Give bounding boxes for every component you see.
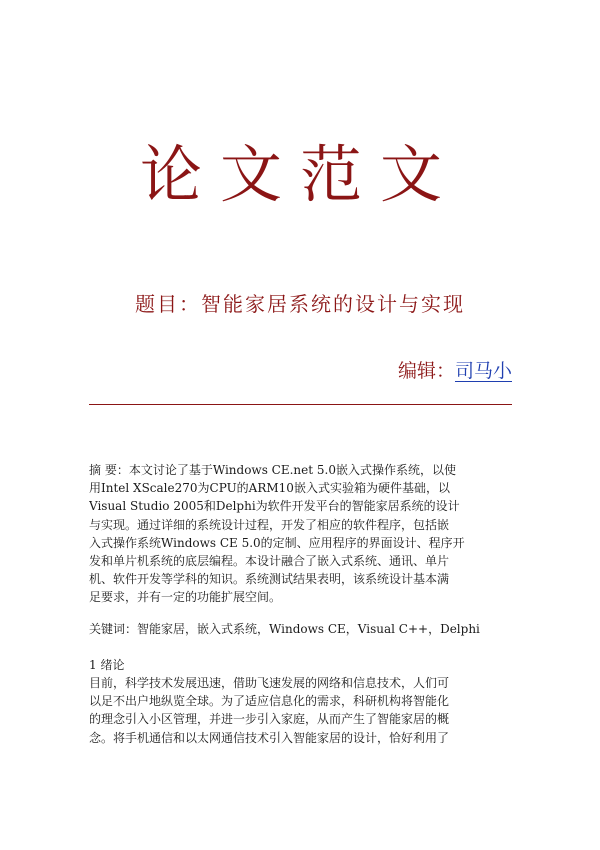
abstract-label: 摘 要： — [89, 463, 129, 477]
keywords-label: 关键词： — [89, 622, 138, 636]
abstract-line: 入式操作系统Windows CE 5.0的定制、应用程序的界面设计、程序开 — [89, 535, 465, 550]
editor-label: 编辑： — [397, 360, 455, 382]
intro-paragraph — [89, 674, 512, 747]
document-title: 论文范文 — [139, 138, 460, 211]
section-heading: 1 绪论 — [89, 658, 125, 672]
abstract-line: 足要求，并有一定的功能扩展空间。 — [89, 590, 282, 605]
editor-name-link[interactable]: 司马小 — [454, 360, 512, 382]
abstract-line: 机、软件开发等学科的知识。系统测试结果表明，该系统设计基本满 — [89, 572, 450, 587]
editor-line — [398, 358, 512, 384]
subject-label: 题目： — [135, 292, 201, 316]
abstract-line: 摘 要：本文讨论了基于Windows CE.net 5.0嵌入式操作系统，以使 — [89, 463, 456, 477]
abstract-line: 发和单片机系统的底层编程。本设计融合了嵌入式系统、通讯、单片 — [89, 554, 450, 569]
intro-line: 念。将手机通信和以太网通信技术引入智能家居的设计，恰好利用了 — [89, 730, 450, 745]
abstract-line: 用Intel XScale270为CPU的ARM10嵌入式实验箱为硬件基础，以 — [89, 481, 450, 496]
abstract-line: Visual Studio 2005和Delphi为软件开发平台的智能家居系统的设计 — [89, 499, 460, 514]
subject-line — [0, 290, 600, 318]
intro-line: 以足不出户地纵览全球。为了适应信息化的需求，科研机构将智能化 — [89, 694, 450, 709]
abstract-line: 与实现。通过详细的系统设计过程，开发了相应的软件程序，包括嵌 — [89, 517, 450, 532]
keywords-text: 智能家居，嵌入式系统，Windows CE，Visual C++，Delphi — [137, 622, 480, 636]
divider — [89, 404, 512, 405]
abstract — [89, 461, 512, 607]
keywords — [89, 620, 512, 638]
subject-text: 智能家居系统的设计与实现 — [201, 292, 465, 316]
intro-line: 的理念引入小区管理，并进一步引入家庭，从而产生了智能家居的概 — [89, 712, 450, 727]
intro-line: 目前，科学技术发展迅速，借助飞速发展的网络和信息技术，人们可 — [89, 676, 450, 690]
